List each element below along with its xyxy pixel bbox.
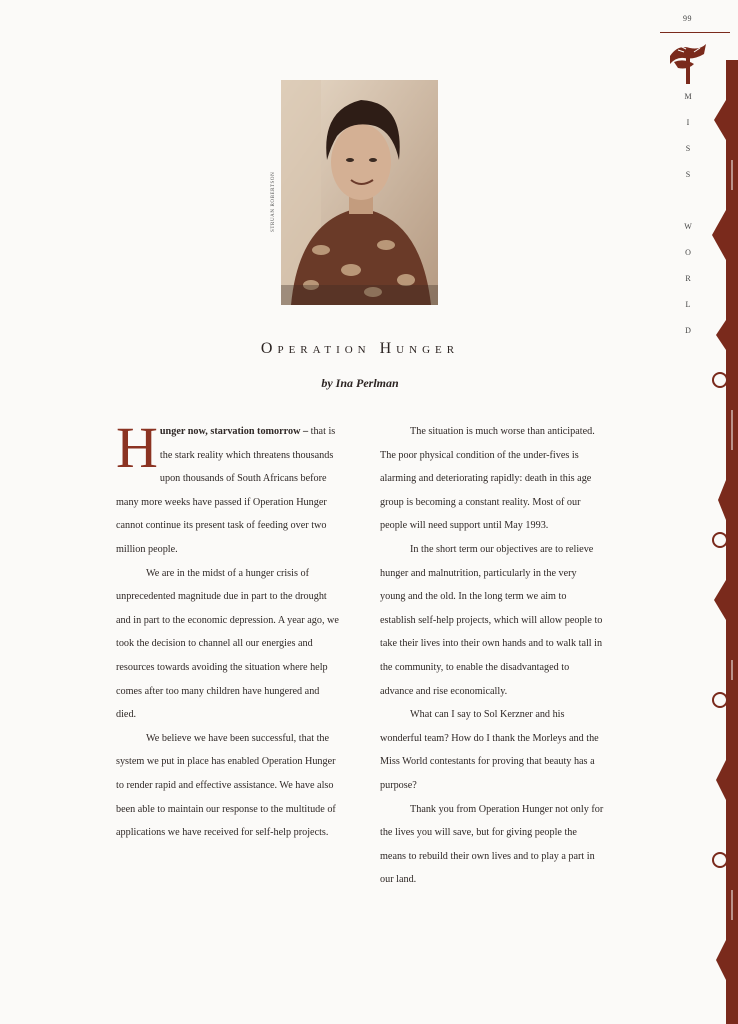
article-paragraph: We are in the midst of a hunger crisis of unprecedented magnitude due in part to the drought and in part to the economic depression. A year ago, we took the decision to channel all our energies and resources towards avoiding the situation where help comes after too many children have hungered and died. [116,567,339,721]
author-photo [281,80,438,305]
vertical-letter: S [685,170,691,179]
article-paragraph: The situation is much worse than anticipated. The poor physical condition of the under-fives is alarming and deteriorating rapidly: death in this age group is becoming a constant reality. Most of our people will need support until May 1993. [380,426,595,532]
vertical-title [680,92,696,352]
article-paragraph: Thank you from Operation Hunger not only for the lives you will save, but for giving people the means to rebuild their own lives and to play a part in our land. [380,803,604,886]
article-column-left [116,415,340,845]
vertical-letter: D [685,326,691,335]
byline: by Ina Perlman [321,376,399,390]
miss-world-emblem-icon [664,36,714,86]
lead-text-bold: unger now, starvation tomorrow – [159,426,309,437]
lead-text: that is the stark reality which threatens thousands upon thousands of South Africans before many more weeks have passed if Operation Hunger cannot continue its present task of feeding over two million people. [116,426,336,555]
vertical-letter: I [686,118,690,127]
decorative-border-strip [712,60,738,1024]
vertical-letter: O [685,248,691,257]
page-title: Operation Hunger [260,340,460,357]
vertical-letter: M [684,92,692,101]
vertical-letter: S [685,144,691,153]
article-column-right [380,420,604,892]
article-paragraph [116,415,340,562]
article-paragraph: In the short term our objectives are to relieve hunger and malnutrition, particularly in the very young and the old. In the long term we aim to establish self-help projects, which will allow people to take their lives into their own hands and to walk tall in the community, to enable the disadvantaged to advance and rise economically. [380,543,603,697]
article-paragraph: We believe we have been successful, that the system we put in place has enabled Operation Hunger to render rapid and effective assistance. We have also been able to maintain our response to the multitude of applications we have received for self-help projects. [116,732,336,839]
photo-credit: STRUAN ROBERTSON [271,171,276,232]
vertical-letter: L [685,300,691,309]
vertical-letter: W [684,222,692,231]
portrait-photo-icon [281,80,438,305]
page-number: 99 [683,14,692,23]
header-rule [660,32,730,33]
drop-cap: H [116,415,158,480]
vertical-letter: R [685,274,691,283]
vertical-letter [680,196,696,222]
article-paragraph: What can I say to Sol Kerzner and his wonderful team? How do I thank the Morleys and the Miss World contestants for proving that beauty has a purpose? [380,709,599,791]
